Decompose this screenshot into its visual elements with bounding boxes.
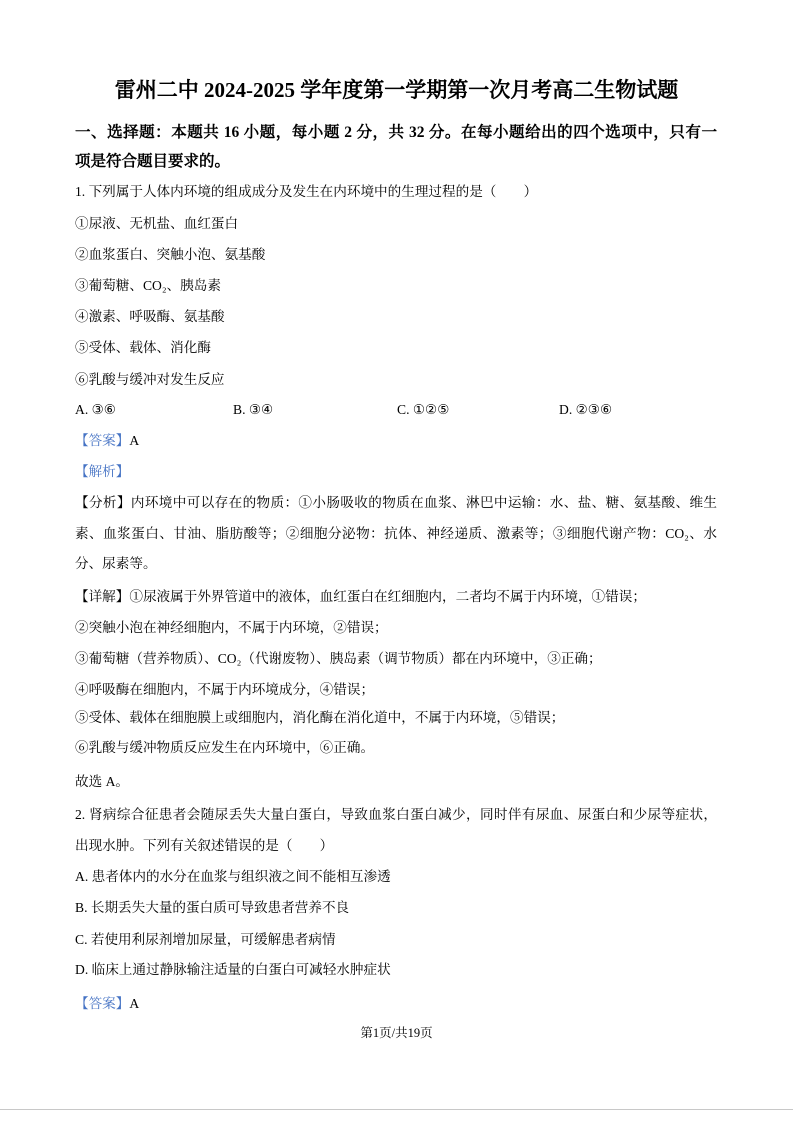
explanation-label: 【解析】	[75, 464, 130, 479]
question-1-statement-4: ④激素、呼吸酶、氨基酸	[75, 309, 225, 324]
analysis-line-2: 素、血浆蛋白、甘油、脂肪酸等；②细胞分泌物：抗体、神经递质、激素等；③细胞代谢产物：CO₂、水	[75, 526, 717, 541]
analysis-line-3: 分、尿素等。	[75, 556, 157, 571]
exam-title: 雷州二中 2024-2025 学年度第一学期第一次月考高二生物试题	[114, 78, 679, 102]
question-2-option-a: A. 患者体内的水分在血浆与组织液之间不能相互渗透	[75, 869, 391, 884]
question-1-statement-5: ⑤受体、载体、消化酶	[75, 340, 211, 355]
details-line-1: 【详解】①尿液属于外界管道中的液体，血红蛋白在红细胞内，二者均不属于内环境，①错误；	[75, 589, 646, 604]
question-2-stem-line-1: 2. 肾病综合征患者会随尿丢失大量白蛋白，导致血浆白蛋白减少，同时伴有尿血、尿蛋白和少尿等症状，	[75, 807, 717, 822]
details-line-4: ④呼吸酶在细胞内，不属于内环境成分，④错误；	[75, 682, 375, 697]
section-heading-line-2: 项是符合题目要求的。	[75, 153, 231, 170]
page-indicator: 第1页/共19页	[360, 1026, 433, 1040]
question-1-answer	[75, 431, 139, 451]
question-1-options	[75, 400, 612, 420]
question-2-stem-line-2: 出现水肿。下列有关叙述错误的是（ ）	[75, 838, 334, 853]
analysis-line-1: 【分析】内环境中可以存在的物质：①小肠吸收的物质在血浆、淋巴中运输：水、盐、糖、氨基酸、维生	[75, 495, 717, 510]
question-1-option-d: D. ②③⑥	[559, 402, 613, 417]
question-1-option-a: A. ③⑥	[75, 402, 116, 417]
answer-value: A	[129, 996, 140, 1011]
answer-label: 【答案】	[75, 433, 130, 448]
details-line-2: ②突触小泡在神经细胞内，不属于内环境，②错误；	[75, 620, 388, 635]
section-heading-line-1: 一、选择题：本题共 16 小题，每小题 2 分，共 32 分。在每小题给出的四个选项中，只有一	[75, 124, 717, 141]
answer-label: 【答案】	[75, 996, 130, 1011]
question-1-option-c: C. ①②⑤	[397, 402, 450, 417]
question-1-statement-3: ③葡萄糖、CO₂、胰岛素	[75, 278, 221, 293]
question-1-stem: 1. 下列属于人体内环境的组成成分及发生在内环境中的生理过程的是（ ）	[75, 184, 538, 199]
question-1-statement-6: ⑥乳酸与缓冲对发生反应	[75, 372, 225, 387]
question-2-option-b: B. 长期丢失大量的蛋白质可导致患者营养不良	[75, 900, 350, 915]
page-bottom-rule	[0, 1109, 793, 1110]
question-2-option-d: D. 临床上通过静脉输注适量的白蛋白可减轻水肿症状	[75, 962, 391, 977]
question-1-option-b: B. ③④	[233, 402, 274, 417]
details-line-5: ⑤受体、载体在细胞膜上或细胞内，消化酶在消化道中，不属于内环境，⑤错误；	[75, 710, 565, 725]
question-1-conclusion: 故选 A。	[75, 774, 129, 789]
details-line-6: ⑥乳酸与缓冲物质反应发生在内环境中，⑥正确。	[75, 740, 375, 755]
details-line-3: ③葡萄糖（营养物质）、CO₂（代谢废物）、胰岛素（调节物质）都在内环境中，③正确；	[75, 651, 602, 666]
question-1-statement-1: ①尿液、无机盐、血红蛋白	[75, 216, 239, 231]
question-1-statement-2: ②血浆蛋白、突触小泡、氨基酸	[75, 247, 266, 262]
question-2-option-c: C. 若使用利尿剂增加尿量，可缓解患者病情	[75, 932, 336, 947]
answer-value: A	[129, 433, 140, 448]
question-2-answer	[75, 994, 139, 1014]
